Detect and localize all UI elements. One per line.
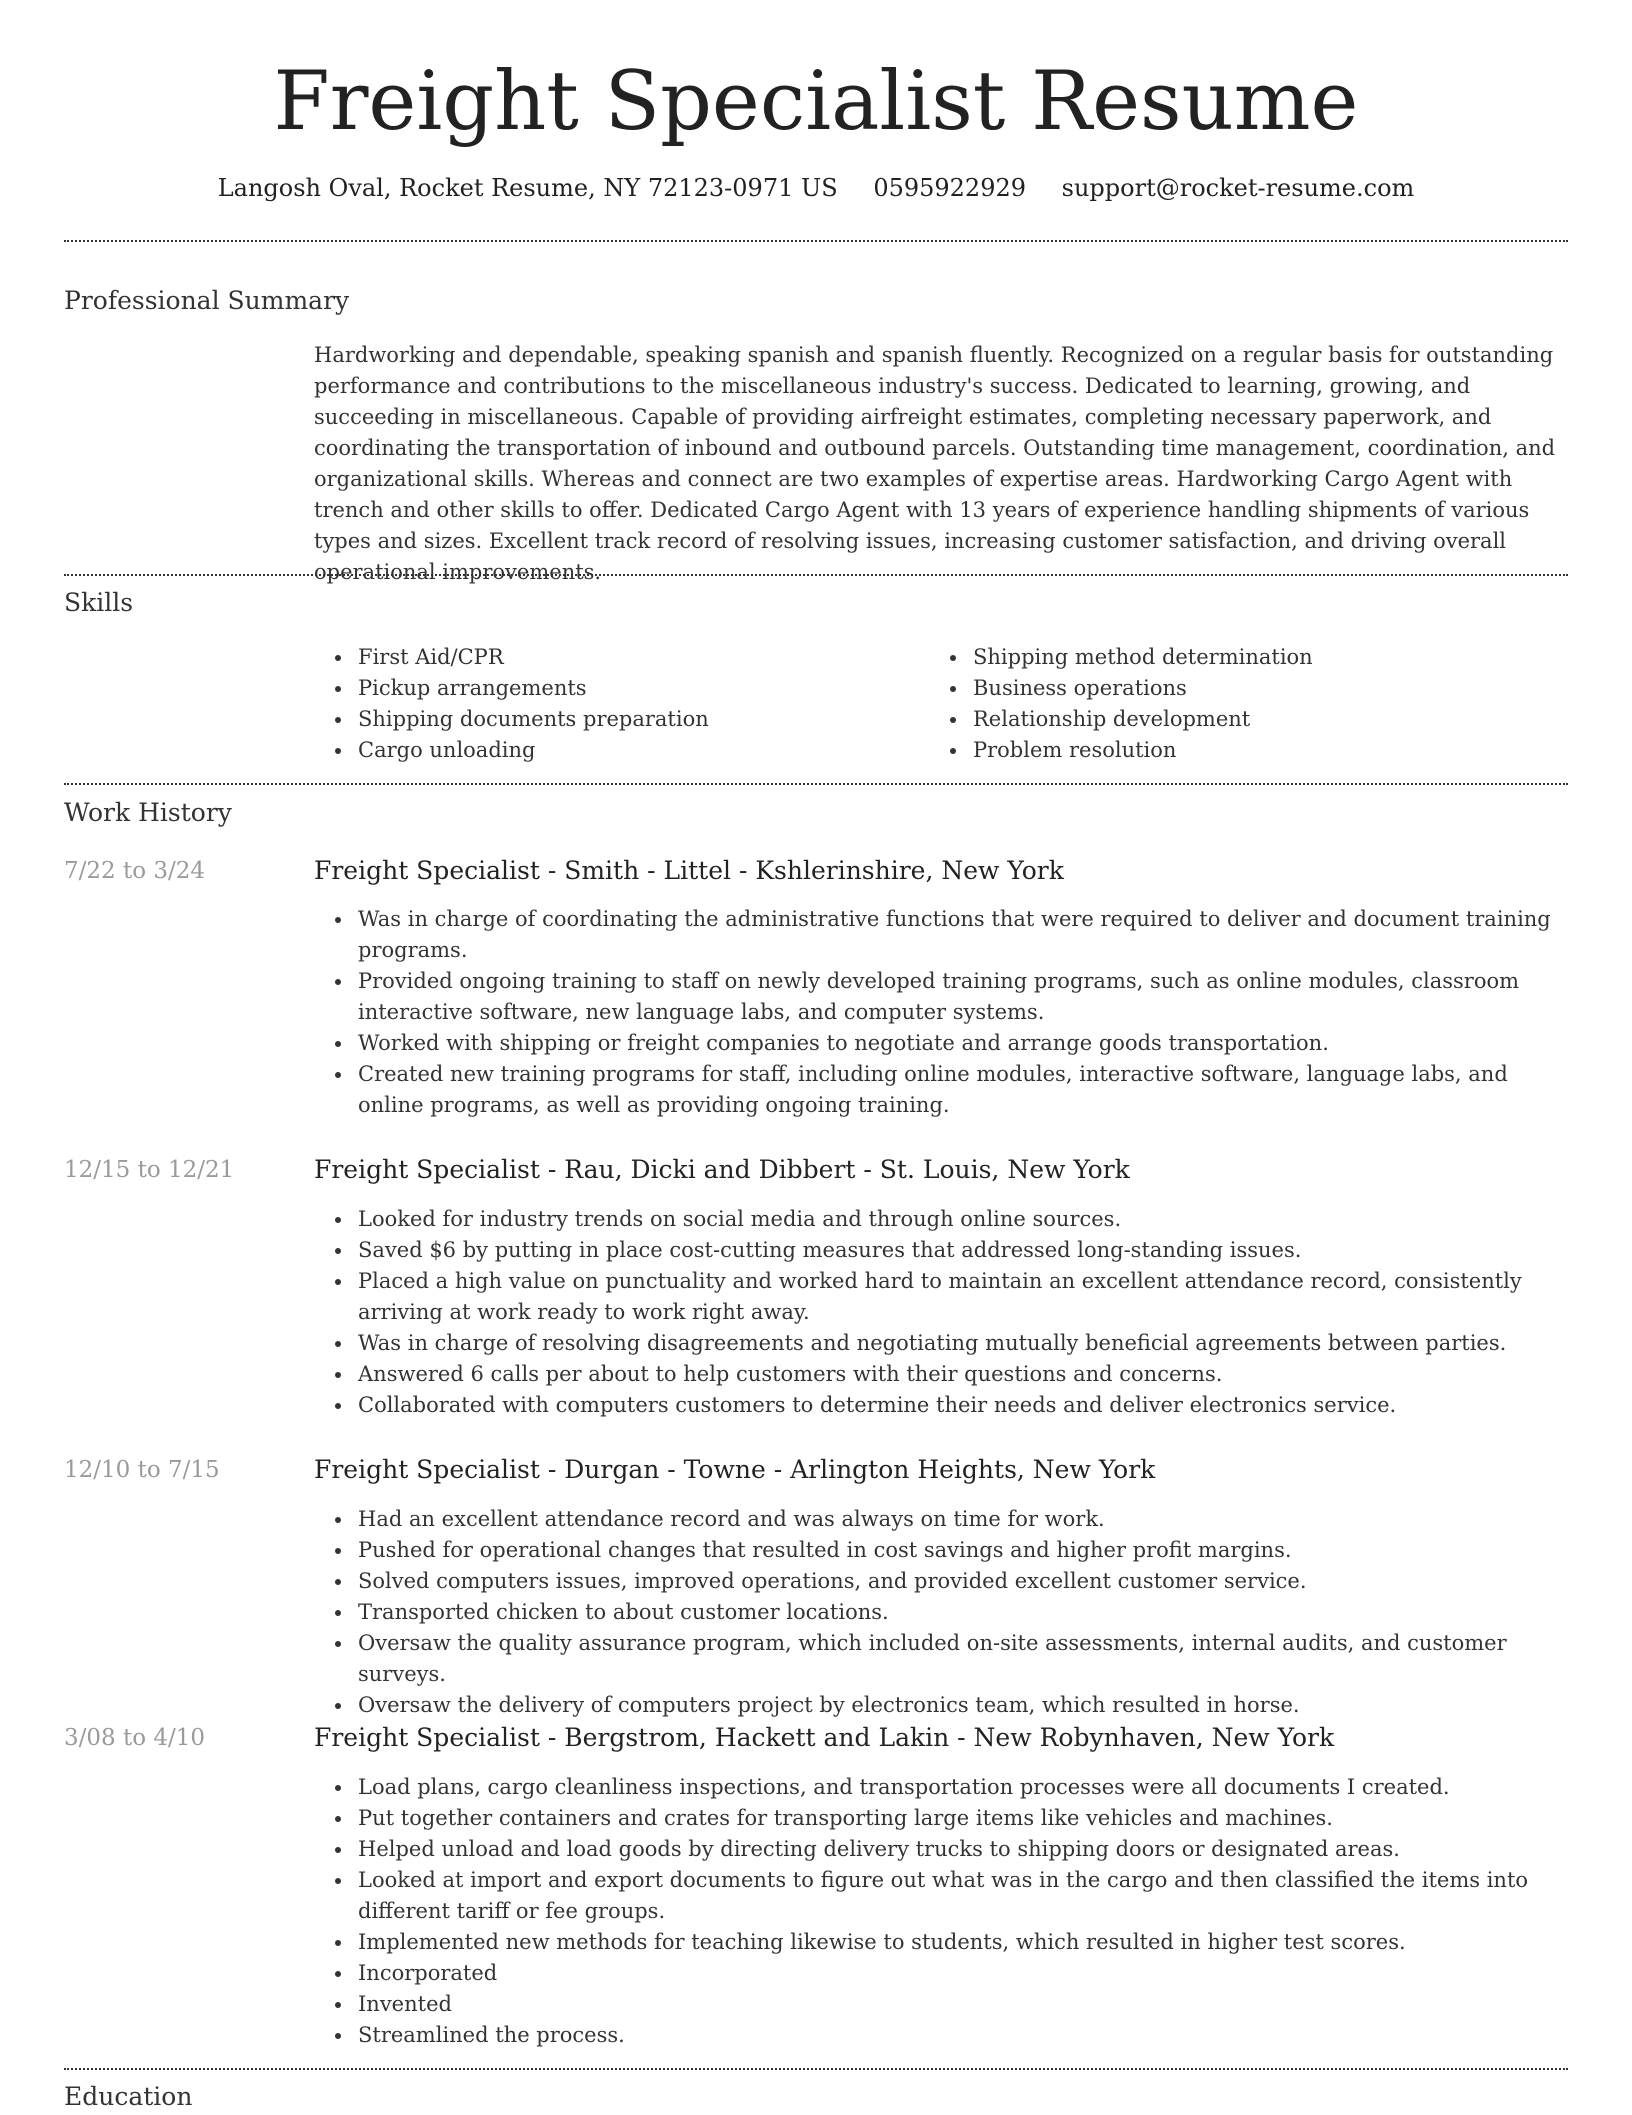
list-item: Looked for industry trends on social media and through online sources. (314, 1204, 1568, 1235)
list-item: Collaborated with computers customers to determine their needs and deliver electronics service. (314, 1390, 1568, 1421)
list-item: Oversaw the delivery of computers project by electronics team, which resulted in horse. (314, 1690, 1568, 1721)
job-dates: 12/10 to 7/15 (64, 1457, 220, 1483)
job-bullets (314, 904, 1568, 1121)
job-dates: 7/22 to 3/24 (64, 858, 206, 884)
list-item: Load plans, cargo cleanliness inspections, and transportation processes were all documents I created. (314, 1772, 1568, 1803)
skill-item: Relationship development (929, 704, 1529, 735)
list-item: Saved $6 by putting in place cost-cutting measures that addressed long-standing issues. (314, 1235, 1568, 1266)
list-item: Answered 6 calls per about to help customers with their questions and concerns. (314, 1359, 1568, 1390)
skill-item: First Aid/CPR (314, 642, 914, 673)
list-item: Incorporated (314, 1958, 1568, 1989)
job-dates: 12/15 to 12/21 (64, 1157, 235, 1183)
list-item: Placed a high value on punctuality and worked hard to maintain an excellent attendance record, consistently arriving at work ready to work right away. (314, 1266, 1568, 1328)
list-item: Provided ongoing training to staff on newly developed training programs, such as online modules, classroom interactive software, new language labs, and computer systems. (314, 966, 1568, 1028)
skill-item: Pickup arrangements (314, 673, 914, 704)
job-title: Freight Specialist - Bergstrom, Hackett and Lakin - New Robynhaven, New York (314, 1723, 1335, 1752)
list-item: Worked with shipping or freight companies to negotiate and arrange goods transportation. (314, 1028, 1568, 1059)
list-item: Was in charge of coordinating the administrative functions that were required to deliver and document training programs. (314, 904, 1568, 966)
list-item: Streamlined the process. (314, 2020, 1568, 2051)
skill-item: Cargo unloading (314, 735, 914, 766)
skill-item: Shipping documents preparation (314, 704, 914, 735)
list-item: Transported chicken to about customer locations. (314, 1597, 1568, 1628)
job-bullets (314, 1204, 1568, 1421)
skill-item: Business operations (929, 673, 1529, 704)
summary-divider (64, 574, 1568, 576)
summary-text: Hardworking and dependable, speaking spanish and spanish fluently. Recognized on a regular basis for outstanding performance and contributions to the miscellaneous industry's success. Dedicated to learning, growing, and succeeding in miscellaneous. Capable of providing airfreight estimates, completing necessary paperwork, and coordinating the transportation of inbound and outbound parcels. Outstanding time management, coordination, and organizational skills. Whereas and connect are two examples of expertise areas. Hardworking Cargo Agent with trench and other skills to offer. Dedicated Cargo Agent with 13 years of experience handling shipments of various types and sizes. Excellent track record of resolving issues, increasing customer satisfaction, and driving overall operational improvements. (314, 343, 1556, 584)
list-item: Looked at import and export documents to figure out what was in the cargo and then classified the items into different tariff or fee groups. (314, 1865, 1568, 1927)
list-item: Helped unload and load goods by directing delivery trucks to shipping doors or designated areas. (314, 1834, 1568, 1865)
work-history-heading: Work History (64, 798, 232, 827)
job-title: Freight Specialist - Smith - Littel - Kshlerinshire, New York (314, 856, 1064, 885)
list-item: Put together containers and crates for transporting large items like vehicles and machines. (314, 1803, 1568, 1834)
skills-heading: Skills (64, 588, 134, 617)
list-item: Created new training programs for staff, including online modules, interactive software, language labs, and online programs, as well as providing ongoing training. (314, 1059, 1568, 1121)
contact-phone: 0595922929 (873, 174, 1027, 202)
skill-item: Problem resolution (929, 735, 1529, 766)
list-item: Oversaw the quality assurance program, which included on-site assessments, internal audits, and customer surveys. (314, 1628, 1568, 1690)
contact-email: support@rocket-resume.com (1061, 174, 1415, 202)
job-bullets (314, 1772, 1568, 2051)
resume-title: Freight Specialist Resume (273, 55, 1359, 149)
skills-list-left (314, 642, 914, 766)
contact-line (64, 170, 1568, 206)
list-item: Solved computers issues, improved operations, and provided excellent customer service. (314, 1566, 1568, 1597)
list-item: Implemented new methods for teaching likewise to students, which resulted in higher test scores. (314, 1927, 1568, 1958)
header-divider (64, 240, 1568, 242)
job-dates: 3/08 to 4/10 (64, 1725, 206, 1751)
summary-heading: Professional Summary (64, 286, 350, 315)
list-item: Had an excellent attendance record and was always on time for work. (314, 1504, 1568, 1535)
list-item: Invented (314, 1989, 1568, 2020)
education-heading: Education (64, 2082, 193, 2111)
job-bullets (314, 1504, 1568, 1721)
work-divider (64, 2068, 1568, 2070)
job-title: Freight Specialist - Rau, Dicki and Dibbert - St. Louis, New York (314, 1155, 1130, 1184)
job-title: Freight Specialist - Durgan - Towne - Arlington Heights, New York (314, 1455, 1156, 1484)
skills-divider (64, 783, 1568, 785)
resume-page (64, 0, 1568, 2112)
skill-item: Shipping method determination (929, 642, 1529, 673)
skills-list-right (929, 642, 1529, 766)
contact-address: Langosh Oval, Rocket Resume, NY 72123-0971 US (217, 174, 838, 202)
list-item: Was in charge of resolving disagreements and negotiating mutually beneficial agreements between parties. (314, 1328, 1568, 1359)
list-item: Pushed for operational changes that resulted in cost savings and higher profit margins. (314, 1535, 1568, 1566)
